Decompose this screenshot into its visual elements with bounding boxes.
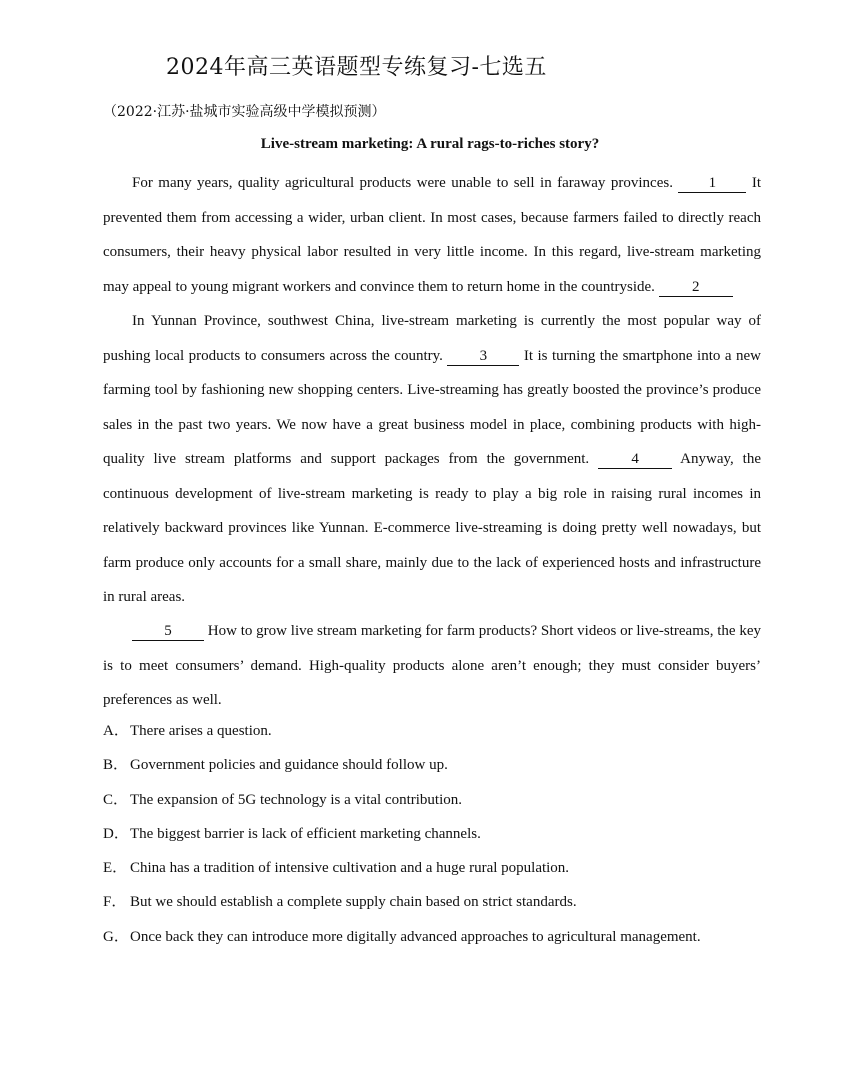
option-c-letter: C． bbox=[103, 791, 129, 808]
paragraph-2-text-c: Anyway, the continuous development of live-stream marketing is ready to play a big role in raising rural incomes in relatively backward provinces like Yunnan. E-commerce live-streaming is doing pretty well nowadays, but farm produce only accounts for a small share, mainly due to the lack of experienced hosts and infrastructure in rural areas. bbox=[103, 451, 761, 605]
blank-2: 2 bbox=[659, 279, 733, 297]
paragraph-1-text-b: It prevented them from accessing a wider, urban client. In most cases, because farmers failed to directly reach consumers, their heavy physical labor resulted in very little income. In this regard, live-stream marketing may appeal to young migrant workers and convince them to return home in the countryside. bbox=[103, 175, 762, 295]
option-g-text: Once back they can introduce more digitally advanced approaches to agricultural management. bbox=[130, 928, 701, 945]
option-a-text: There arises a question. bbox=[130, 723, 272, 739]
option-b-letter: B． bbox=[103, 757, 129, 774]
option-b-text: Government policies and guidance should follow up. bbox=[130, 757, 448, 774]
option-d-letter: D． bbox=[103, 825, 129, 842]
option-f bbox=[103, 890, 803, 924]
option-a-letter: A． bbox=[103, 723, 129, 739]
option-f-letter: F． bbox=[103, 894, 127, 911]
option-c-text: The expansion of 5G technology is a vital contribution. bbox=[130, 791, 463, 808]
passage-title: Live-stream marketing: A rural rags-to-riches story? bbox=[260, 136, 600, 152]
option-f-text: But we should establish a complete supply chain based on strict standards. bbox=[130, 894, 577, 911]
option-d-text: The biggest barrier is lack of efficient marketing channels. bbox=[130, 825, 481, 842]
blank-1: 1 bbox=[678, 175, 746, 193]
option-a bbox=[103, 719, 803, 753]
option-b bbox=[103, 753, 803, 787]
blank-5: 5 bbox=[132, 623, 204, 641]
options-list bbox=[103, 719, 803, 959]
paragraph-2-text-a: In Yunnan Province, southwest China, live-stream marketing is currently the most popular way of pushing local products to consumers across the country. bbox=[103, 313, 761, 364]
option-g bbox=[103, 925, 803, 959]
option-g-letter: G． bbox=[103, 928, 129, 945]
paragraph-1-text-a: For many years, quality agricultural products were unable to sell in faraway provinces. bbox=[132, 175, 673, 191]
option-c bbox=[103, 788, 803, 822]
option-d bbox=[103, 822, 803, 856]
paragraph-2 bbox=[103, 304, 761, 615]
option-e-text: China has a tradition of intensive cultivation and a huge rural population. bbox=[130, 860, 570, 877]
question-source: （2022·江苏·盐城市实验高级中学模拟预测） bbox=[103, 104, 386, 120]
paragraph-2-text-b: It is turning the smartphone into a new farming tool by fashioning new shopping centers. Live-streaming has greatly boosted the province’s produce sales in the past two years. We now have a great business model in place, combining products with high-quality live stream platforms and support packages from the government. bbox=[103, 347, 761, 467]
document-title: 2024年高三英语题型专练复习-七选五 bbox=[166, 55, 547, 80]
blank-4: 4 bbox=[598, 451, 672, 469]
paragraph-3 bbox=[103, 614, 761, 718]
option-e bbox=[103, 856, 803, 890]
option-e-letter: E． bbox=[103, 860, 128, 877]
paragraph-1 bbox=[103, 166, 761, 304]
blank-3: 3 bbox=[447, 348, 519, 366]
paragraph-3-text-a: How to grow live stream marketing for farm products? Short videos or live-streams, the key is to meet consumers’ demand. High-quality products alone aren’t enough; they must consider buyers’ preferences as well. bbox=[103, 623, 761, 708]
